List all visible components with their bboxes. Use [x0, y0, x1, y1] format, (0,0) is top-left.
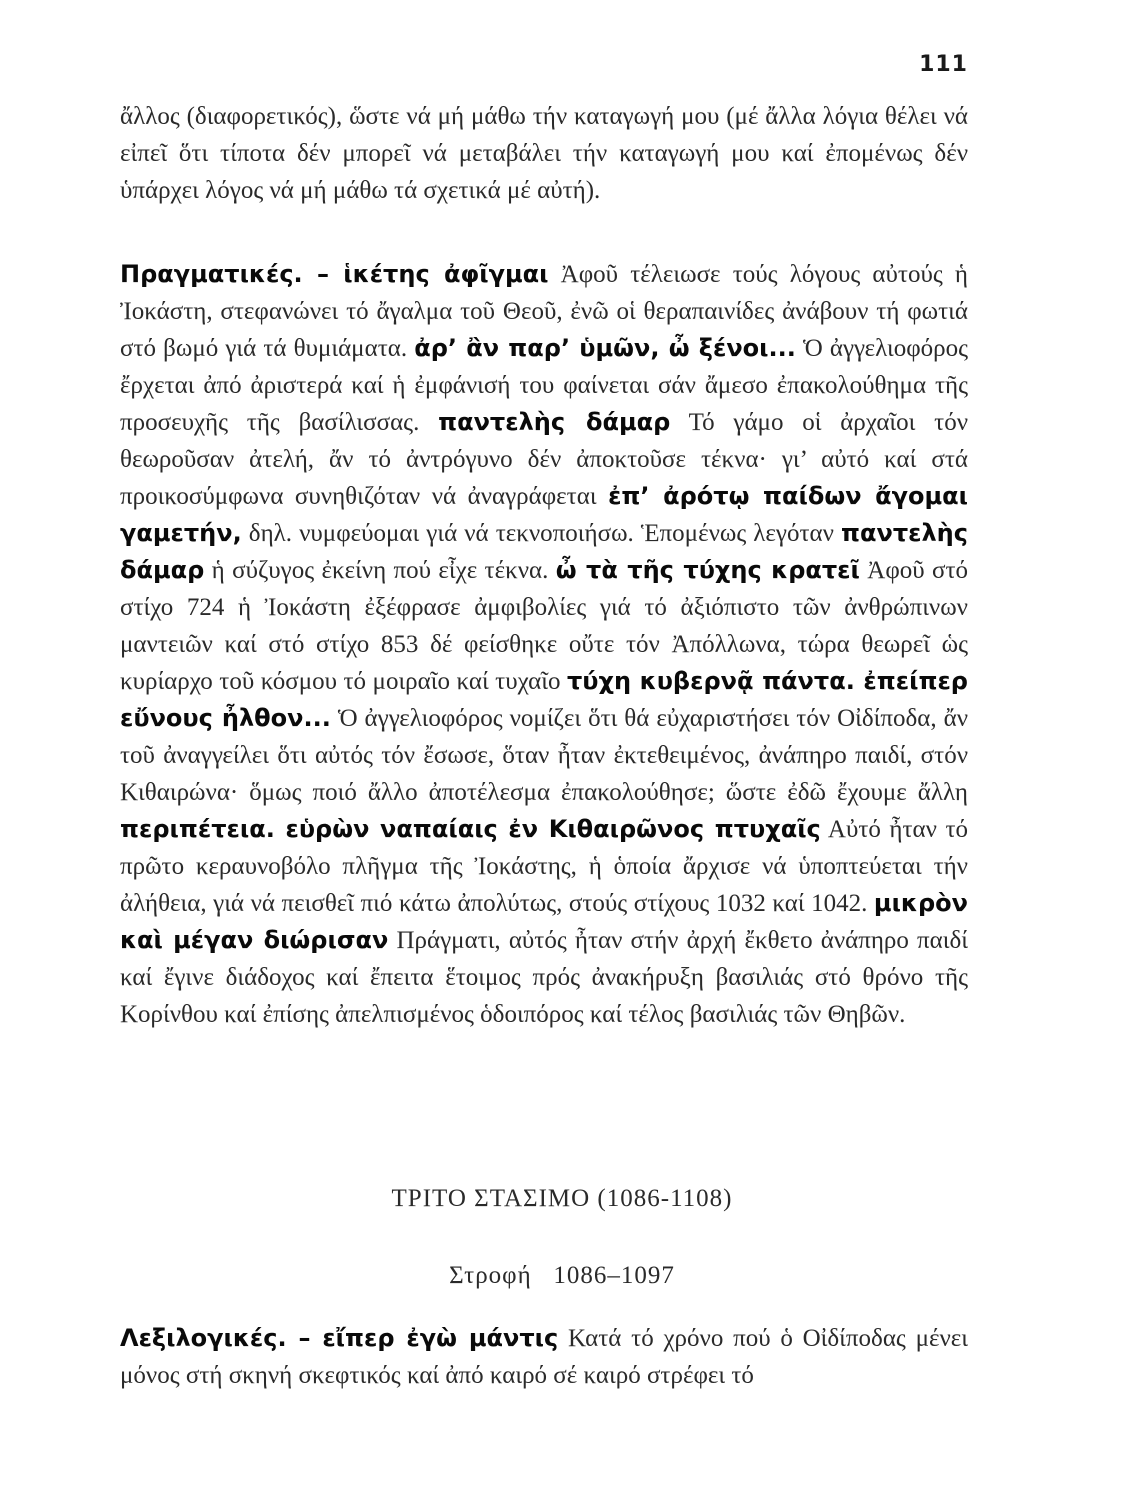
- commentary-text: δηλ. νυμφεύομαι γιά νά τεκνοποιήσω. Ἑπομένως λεγόταν: [241, 520, 841, 547]
- term-panteles-damar: παντελὴς δάμαρ: [120, 519, 968, 584]
- term-ta-tes-tyches: ὦ τὰ τῆς τύχης κρατεῖ: [555, 556, 860, 584]
- page-number: 111: [919, 52, 968, 77]
- term-peripeteia: περιπέτεια. εὑρὼν ναπαίαις ἐν Κιθαιρῶνος πτυχαῖς: [120, 815, 821, 843]
- commentary-text: ἡ σύζυγος ἐκείνη πού εἶχε τέκνα.: [204, 557, 556, 584]
- paragraph-pragmatikes: [120, 256, 968, 1033]
- commentary-text: Ἀφοῦ στό στίχο 724 ἡ Ἰοκάστη ἐξέφρασε ἀμφιβολίες γιά τό ἀξιόπιστο τῶν ἀνθρώπινων μαντειῶν καί στό στίχο 853 δέ φείσθηκε οὔτε τόν Ἀπόλλωνα, τώρα θεωρεῖ ὡς κυρίαρχο τοῦ κόσμου τό μοιραῖο καί τυχαῖο: [120, 557, 968, 695]
- strophe-heading: Στροφή 1086–1097: [449, 1262, 675, 1289]
- term-eiper-ego-mantis: Λεξιλογικές. – εἴπερ ἐγὼ μάντις: [120, 1324, 559, 1352]
- paragraph-continuation: ἄλλος (διαφορετικός), ὥστε νά μή μάθω τήν καταγωγή μου (μέ ἄλλα λόγια θέλει νά εἰπεῖ ὅτι τίποτα δέν μπορεῖ νά μεταβάλει τήν καταγωγή μου καί ἐπομένως δέν ὑπάρχει λόγος νά μή μάθω τά σχετικά μέ αὐτή).: [120, 103, 968, 204]
- commentary-text: Ὁ ἀγγελιοφόρος ἔρχεται ἀπό ἀριστερά καί ἡ ἐμφάνισή του φαίνεται σάν ἄμεσο ἐπακολούθημα τῆς προσευχῆς τῆς βασίλισσας.: [120, 335, 969, 436]
- term-ep-aroto-paidon: ἐπ’ ἀρότῳ παίδων ἄγομαι γαμετήν,: [120, 482, 969, 547]
- section-heading: ΤΡΙΤΟ ΣΤΑΣΙΜΟ (1086-1108): [391, 1185, 733, 1212]
- term-tyche-kyberna: τύχη κυβερνᾷ πάντα. ἐπείπερ εὔνους ἦλθον...: [120, 667, 968, 732]
- term-panteles-damar: παντελὴς δάμαρ: [438, 408, 671, 436]
- commentary-text: Αὐτό ἦταν τό πρῶτο κεραυνοβόλο πλῆγμα τῆς Ἰοκάστης, ἡ ὁποία ἄρχισε νά ὑποπτεύεται τήν ἀλήθεια, γιά νά πεισθεῖ πιό κάτω ἀπολύτως, στούς στίχους 1032 καί 1042.: [120, 816, 968, 917]
- commentary-text: Τό γάμο οἱ ἀρχαῖοι τόν θεωροῦσαν ἀτελή, ἄν τό ἀντρόγυνο δέν ἀποκτοῦσε τέκνα· γι’ αὐτό καί στά προικοσύμφωνα συνηθιζόταν νά ἀναγράφεται: [120, 409, 968, 510]
- commentary-text: Πράγματι, αὐτός ἦταν στήν ἀρχή ἔκθετο ἀνάπηρο παιδί καί ἔγινε διάδοχος καί ἔπειτα ἕτοιμος πρός ἀνακήρυξη βασιλιάς στό θρόνο τῆς Κορίνθου καί ἐπίσης ἀπελπισμένος ὁδοιπόρος καί τέλος βασιλιάς τῶν Θηβῶν.: [120, 927, 968, 1028]
- commentary-text: Ὁ ἀγγελιοφόρος νομίζει ὅτι θά εὐχαριστήσει τόν Οἰδίποδα, ἄν τοῦ ἀναγγείλει ὅτι αὐτός τόν ἔσωσε, ὅταν ἦταν ἐκτεθειμένος, ἀνάπηρο παιδί, στόν Κιθαιρώνα· ὅμως ποιό ἄλλο ἀποτέλεσμα ἐπακολούθησε; ὥστε ἐδῶ ἔχουμε ἄλλη: [120, 705, 968, 806]
- paragraph-lexilogikes: [120, 1320, 968, 1394]
- commentary-text: Ἀφοῦ τέλειωσε τούς λόγους αὐτούς ἡ Ἰοκάστη, στεφανώνει τό ἄγαλμα τοῦ Θεοῦ, ἐνῶ οἱ θεραπαινίδες ἀνάβουν τή φωτιά στό βωμό γιά τά θυμιάματα.: [120, 261, 968, 362]
- term-hiketes-aphigmai: Πραγματικές. – ἱκέτης ἀφῖγμαι: [120, 260, 549, 288]
- term-mikron-kai-megan: μικρὸν καὶ μέγαν διώρισαν: [120, 889, 968, 954]
- commentary-text: Κατά τό χρόνο πού ὁ Οἰδίποδας μένει μόνος στή σκηνή σκεφτικός καί ἀπό καιρό σέ καιρό στρέφει τό: [120, 1325, 969, 1389]
- term-ar-an-par-hymon: ἀρ’ ἂν παρ’ ὑμῶν, ὦ ξένοι...: [414, 334, 796, 362]
